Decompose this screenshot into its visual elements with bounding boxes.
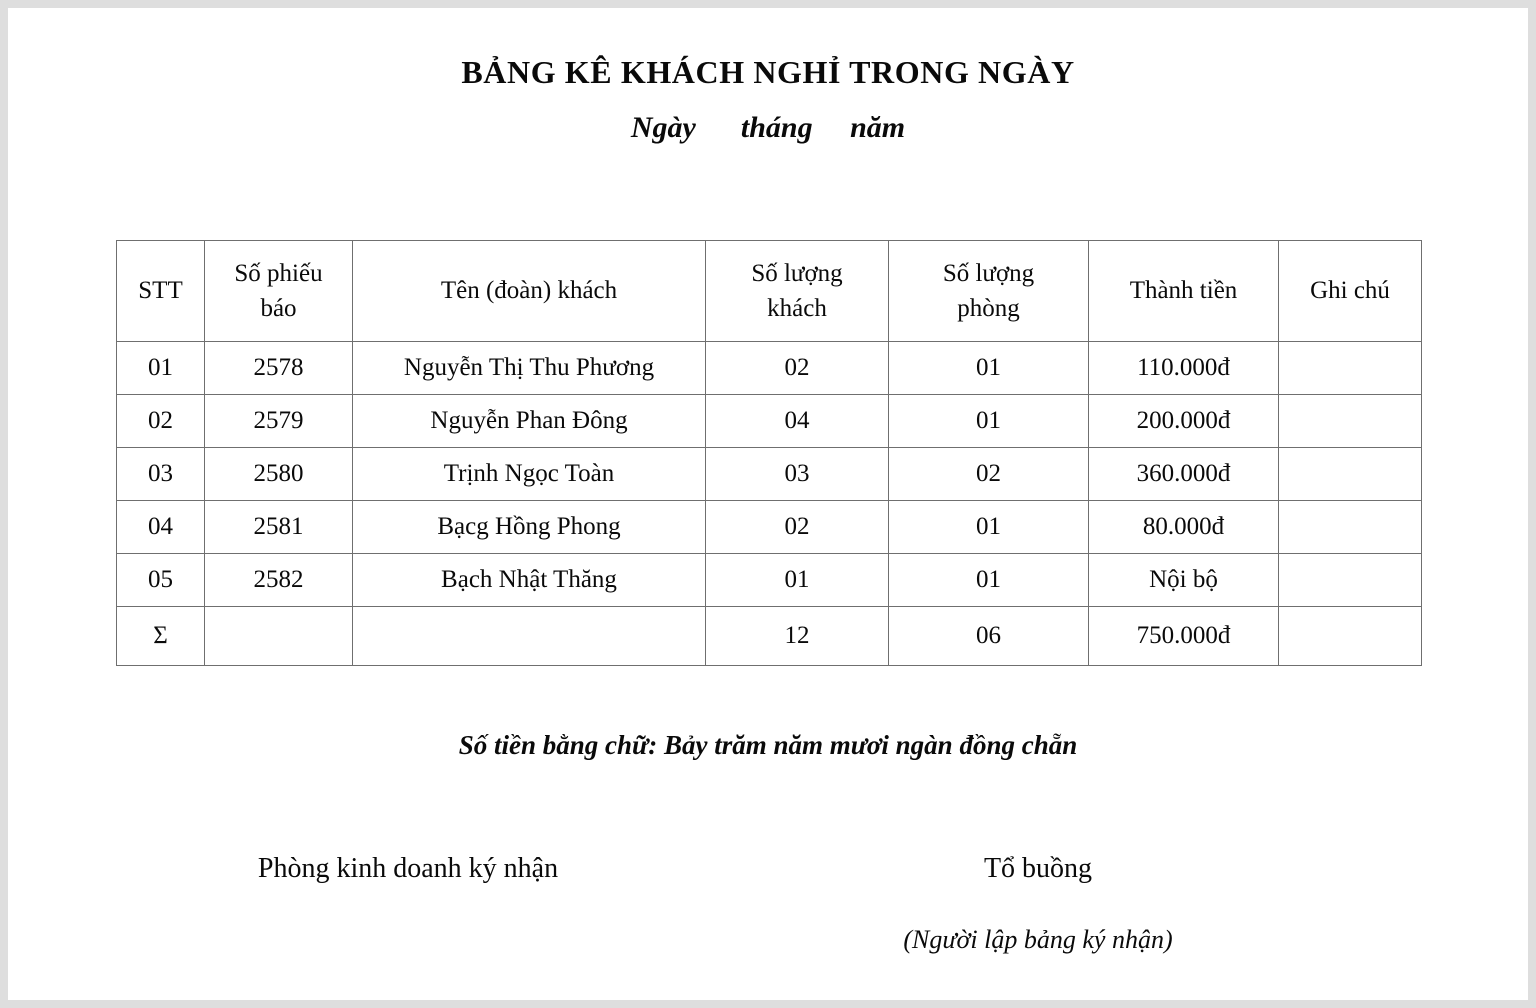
column-header-ten-doan-khach-label: Tên (đoàn) khách [440, 277, 618, 305]
column-header-so-luong-khach-line1: Số lượng [751, 259, 843, 287]
cell-ten-doan-khach: Bạcg Hồng Phong [353, 501, 706, 554]
signature-preparer-note: (Người lập bảng ký nhận) [903, 925, 1173, 954]
cell-thanh-tien: 360.000đ [1089, 448, 1279, 501]
cell-ten-doan-khach: Nguyễn Phan Đông [353, 395, 706, 448]
cell-stt: 04 [117, 501, 205, 554]
document-page [8, 8, 1528, 1000]
cell-so-luong-phong: 01 [889, 554, 1089, 607]
cell-so-luong-khach: 02 [706, 501, 889, 554]
cell-stt: 03 [117, 448, 205, 501]
signature-housekeeping-title: Tổ buồng [983, 853, 1093, 884]
cell-ghi-chu [1279, 342, 1422, 395]
column-header-so-phieu-bao [205, 241, 353, 342]
table-row [117, 554, 1422, 607]
amount-in-words: Số tiền bằng chữ: Bảy trăm năm mươi ngàn đồng chẵn [458, 730, 1078, 760]
cell-so-luong-khach: 03 [706, 448, 889, 501]
column-header-so-phieu-bao-line2: báo [260, 295, 297, 322]
column-header-so-phieu-bao-line1: Số phiếu [234, 259, 323, 287]
cell-so-luong-phong: 01 [889, 342, 1089, 395]
cell-so-luong-khach: 02 [706, 342, 889, 395]
table-row [117, 342, 1422, 395]
cell-stt: 01 [117, 342, 205, 395]
guest-stay-table [116, 240, 1422, 666]
cell-thanh-tien: Nội bộ [1089, 554, 1279, 607]
table-row [117, 395, 1422, 448]
cell-thanh-tien: 110.000đ [1089, 342, 1279, 395]
cell-so-luong-phong: 02 [889, 448, 1089, 501]
cell-stt: 02 [117, 395, 205, 448]
column-header-stt [117, 241, 205, 342]
cell-so-phieu-bao: 2579 [205, 395, 353, 448]
cell-so-phieu-bao: 2581 [205, 501, 353, 554]
cell-ten-doan-khach: Bạch Nhật Thăng [353, 554, 706, 607]
cell-so-luong-phong: 01 [889, 395, 1089, 448]
cell-so-phieu-bao: 2582 [205, 554, 353, 607]
column-header-so-luong-khach [706, 241, 889, 342]
signature-housekeeping-block [838, 853, 1238, 955]
column-header-ghi-chu-label: Ghi chú [1310, 277, 1390, 305]
cell-total-ghi-chu [1279, 607, 1422, 666]
cell-total-so-phieu-bao [205, 607, 353, 666]
signature-sales-department: Phòng kinh doanh ký nhận [257, 853, 559, 884]
cell-total-ten-doan-khach [353, 607, 706, 666]
column-header-so-luong-phong-line2: phòng [957, 295, 1020, 322]
cell-total-symbol: Σ [117, 607, 205, 666]
cell-so-phieu-bao: 2578 [205, 342, 353, 395]
column-header-ten-doan-khach [353, 241, 706, 342]
column-header-ghi-chu [1279, 241, 1422, 342]
cell-ten-doan-khach: Trịnh Ngọc Toàn [353, 448, 706, 501]
column-header-thanh-tien [1089, 241, 1279, 342]
cell-total-so-luong-khach: 12 [706, 607, 889, 666]
cell-ghi-chu [1279, 554, 1422, 607]
table-total-row [117, 607, 1422, 666]
cell-ghi-chu [1279, 501, 1422, 554]
table-header-row [117, 241, 1422, 342]
cell-ghi-chu [1279, 395, 1422, 448]
column-header-so-luong-khach-line2: khách [767, 295, 827, 322]
document-date-line: Ngày tháng năm [630, 111, 906, 144]
cell-so-luong-khach: 04 [706, 395, 889, 448]
cell-ghi-chu [1279, 448, 1422, 501]
cell-total-thanh-tien: 750.000đ [1089, 607, 1279, 666]
page-title: BẢNG KÊ KHÁCH NGHỈ TRONG NGÀY [461, 54, 1075, 90]
column-header-so-luong-phong [889, 241, 1089, 342]
table-row [117, 448, 1422, 501]
column-header-stt-label: STT [138, 277, 183, 305]
cell-thanh-tien: 200.000đ [1089, 395, 1279, 448]
column-header-so-luong-phong-line1: Số lượng [942, 259, 1035, 287]
cell-so-phieu-bao: 2580 [205, 448, 353, 501]
column-header-thanh-tien-label: Thành tiền [1129, 277, 1238, 305]
cell-so-luong-phong: 01 [889, 501, 1089, 554]
column-header-so-luong-phong-lines [889, 256, 1088, 327]
cell-ten-doan-khach: Nguyễn Thị Thu Phương [353, 342, 706, 395]
guest-table-container [116, 240, 1421, 666]
table-row [117, 501, 1422, 554]
column-header-so-phieu-bao-lines [205, 256, 352, 327]
cell-stt: 05 [117, 554, 205, 607]
cell-total-so-luong-phong: 06 [889, 607, 1089, 666]
cell-thanh-tien: 80.000đ [1089, 501, 1279, 554]
column-header-so-luong-khach-lines [706, 256, 888, 327]
cell-so-luong-khach: 01 [706, 554, 889, 607]
